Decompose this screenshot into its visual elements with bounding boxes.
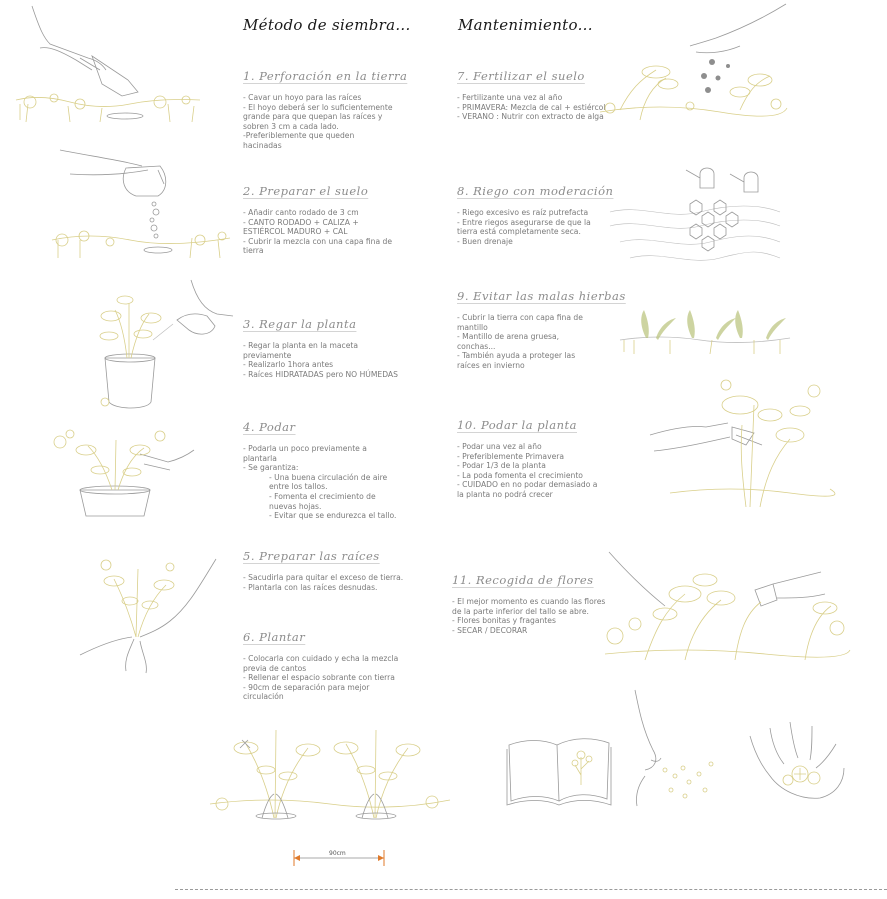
step-title: 1. Perforación en la tierra: [243, 69, 408, 83]
step-list: [457, 313, 597, 371]
pruning-pot-illustration: [40, 420, 200, 520]
step-line: - Podar 1/3 de la planta: [457, 461, 546, 471]
step-line: - Entre riegos asegurarse de que la tierra está completamente seca.: [457, 217, 591, 237]
step-title: 4. Podar: [243, 420, 296, 434]
step-line: - El mejor momento es cuando las flores de la parte inferior del tallo se abre.: [452, 597, 606, 616]
step-line: - El hoyo deberá ser lo suficientemente grande para que quepan las raíces y sobren 3 cm a cada lado.: [243, 102, 393, 131]
step-list: [243, 93, 393, 151]
step-line: - CANTO RODADO + CALIZA + ESTIÉRCOL MADURO + CAL: [243, 217, 359, 237]
step-4: [243, 420, 403, 521]
step-line: - VERANO : Nutrir con extracto de alga: [457, 112, 604, 122]
step-line: - Añadir canto rodado de 3 cm: [243, 208, 359, 217]
step-title: 8. Riego con moderación: [457, 184, 614, 198]
step-line: - Preferiblemente Primavera: [457, 451, 565, 461]
step-line: - SECAR / DECORAR: [452, 625, 528, 635]
step-line: - Realizarlo 1hora antes: [243, 360, 334, 370]
harvest-illustration: [605, 550, 850, 670]
step-title: 6. Plantar: [243, 630, 306, 644]
step-line: - Buen drenaje: [457, 236, 513, 246]
dimension-label: 90cm: [329, 850, 346, 857]
step-8: [457, 184, 614, 246]
step-line: - Cavar un hoyo para las raíces: [243, 93, 362, 102]
step-list: [243, 654, 403, 702]
step-list: [243, 573, 408, 592]
step-list: [243, 444, 403, 521]
step-line: - Regar la planta en la maceta previamente: [243, 341, 358, 360]
heading-planting-method: Método de siembra...: [243, 16, 411, 34]
step-line: - PRIMAVERA: Mezcla de cal + estiércol: [457, 102, 606, 112]
step-list: [457, 442, 602, 500]
step-line: - Sacudirla para quitar el exceso de tierra.: [243, 573, 404, 582]
step-2: [243, 184, 395, 256]
step-line: - Podar una vez al año: [457, 442, 542, 451]
smelling-nose-illustration: [625, 690, 720, 810]
step-title: 10. Podar la planta: [457, 418, 577, 432]
step-line: - Se garantiza:: [243, 463, 299, 473]
footer-divider: [175, 889, 887, 890]
step-line: - Plantarla con las raíces desnudas.: [243, 582, 378, 592]
open-book-illustration: [505, 735, 615, 810]
step-title: 3. Regar la planta: [243, 317, 357, 331]
step-list: [243, 208, 395, 256]
step-title: 11. Recogida de flores: [452, 573, 594, 587]
step-9: [457, 289, 626, 371]
spacing-diagram-illustration: [210, 700, 450, 870]
step-line: - Cubrir la tierra con capa fina de mantillo: [457, 313, 583, 332]
step-line: - Riego excesivo es raíz putrefacta: [457, 208, 589, 217]
step-list: [457, 93, 607, 122]
step-line: - Rellenar el espacio sobrante con tierra: [243, 673, 395, 683]
step-subline: - Evitar que se endurezca el tallo.: [269, 511, 397, 521]
potted-plant-illustration: [65, 270, 235, 415]
fertilizing-illustration: [600, 0, 787, 140]
step-list: [243, 341, 408, 379]
step-line: - Fertilizante una vez al año: [457, 93, 563, 102]
step-title: 9. Evitar las malas hierbas: [457, 289, 626, 303]
mulch-weeds-illustration: [620, 300, 790, 360]
step-7: [457, 69, 607, 122]
step-line: - Raíces HIDRATADAS pero NO HÚMEDAS: [243, 369, 398, 379]
step-line: - 90cm de separación para mejor circulación: [243, 682, 370, 702]
step-line: - Cubrir la mezcla con una capa fina de tierra: [243, 236, 393, 256]
pruning-hand-illustration: [650, 375, 830, 515]
step-3: [243, 317, 408, 379]
step-list: [457, 208, 597, 246]
step-title: 7. Fertilizar el suelo: [457, 69, 585, 83]
step-line: - La poda fomenta el crecimiento: [457, 470, 583, 480]
step-line: -Preferiblemente que queden hacinadas: [243, 131, 355, 150]
step-10: [457, 418, 602, 500]
step-1: [243, 69, 408, 151]
step-subline: - Una buena circulación de aire entre los tallos.: [269, 472, 388, 492]
hand-flowers-illustration: [740, 720, 850, 810]
heading-maintenance: Mantenimiento...: [458, 16, 593, 34]
step-line: - También ayuda a proteger las raíces en invierno: [457, 351, 576, 370]
step-line: - Mantillo de arena gruesa, conchas...: [457, 332, 560, 351]
step-line: - Flores bonitas y fragantes: [452, 616, 556, 626]
hand-trowel-illustration: [10, 0, 210, 130]
step-line: - Colocarla con cuidado y echa la mezcla previa de cantos: [243, 654, 399, 673]
step-list: [452, 597, 607, 635]
bare-root-plant-illustration: [70, 545, 230, 675]
pouring-soil-illustration: [50, 140, 250, 270]
step-title: 2. Preparar el suelo: [243, 184, 369, 198]
step-5: [243, 549, 408, 592]
step-title: 5. Preparar las raíces: [243, 549, 380, 563]
step-11: [452, 573, 607, 635]
step-6: [243, 630, 403, 702]
watering-cans-illustration: [610, 160, 780, 275]
step-line: - CUIDADO en no podar demasiado a la planta no podrá crecer: [457, 480, 598, 499]
step-subline: - Fomenta el crecimiento de nuevas hojas.: [269, 491, 376, 511]
step-line: - Podarla un poco previamente a plantarla: [243, 444, 367, 463]
